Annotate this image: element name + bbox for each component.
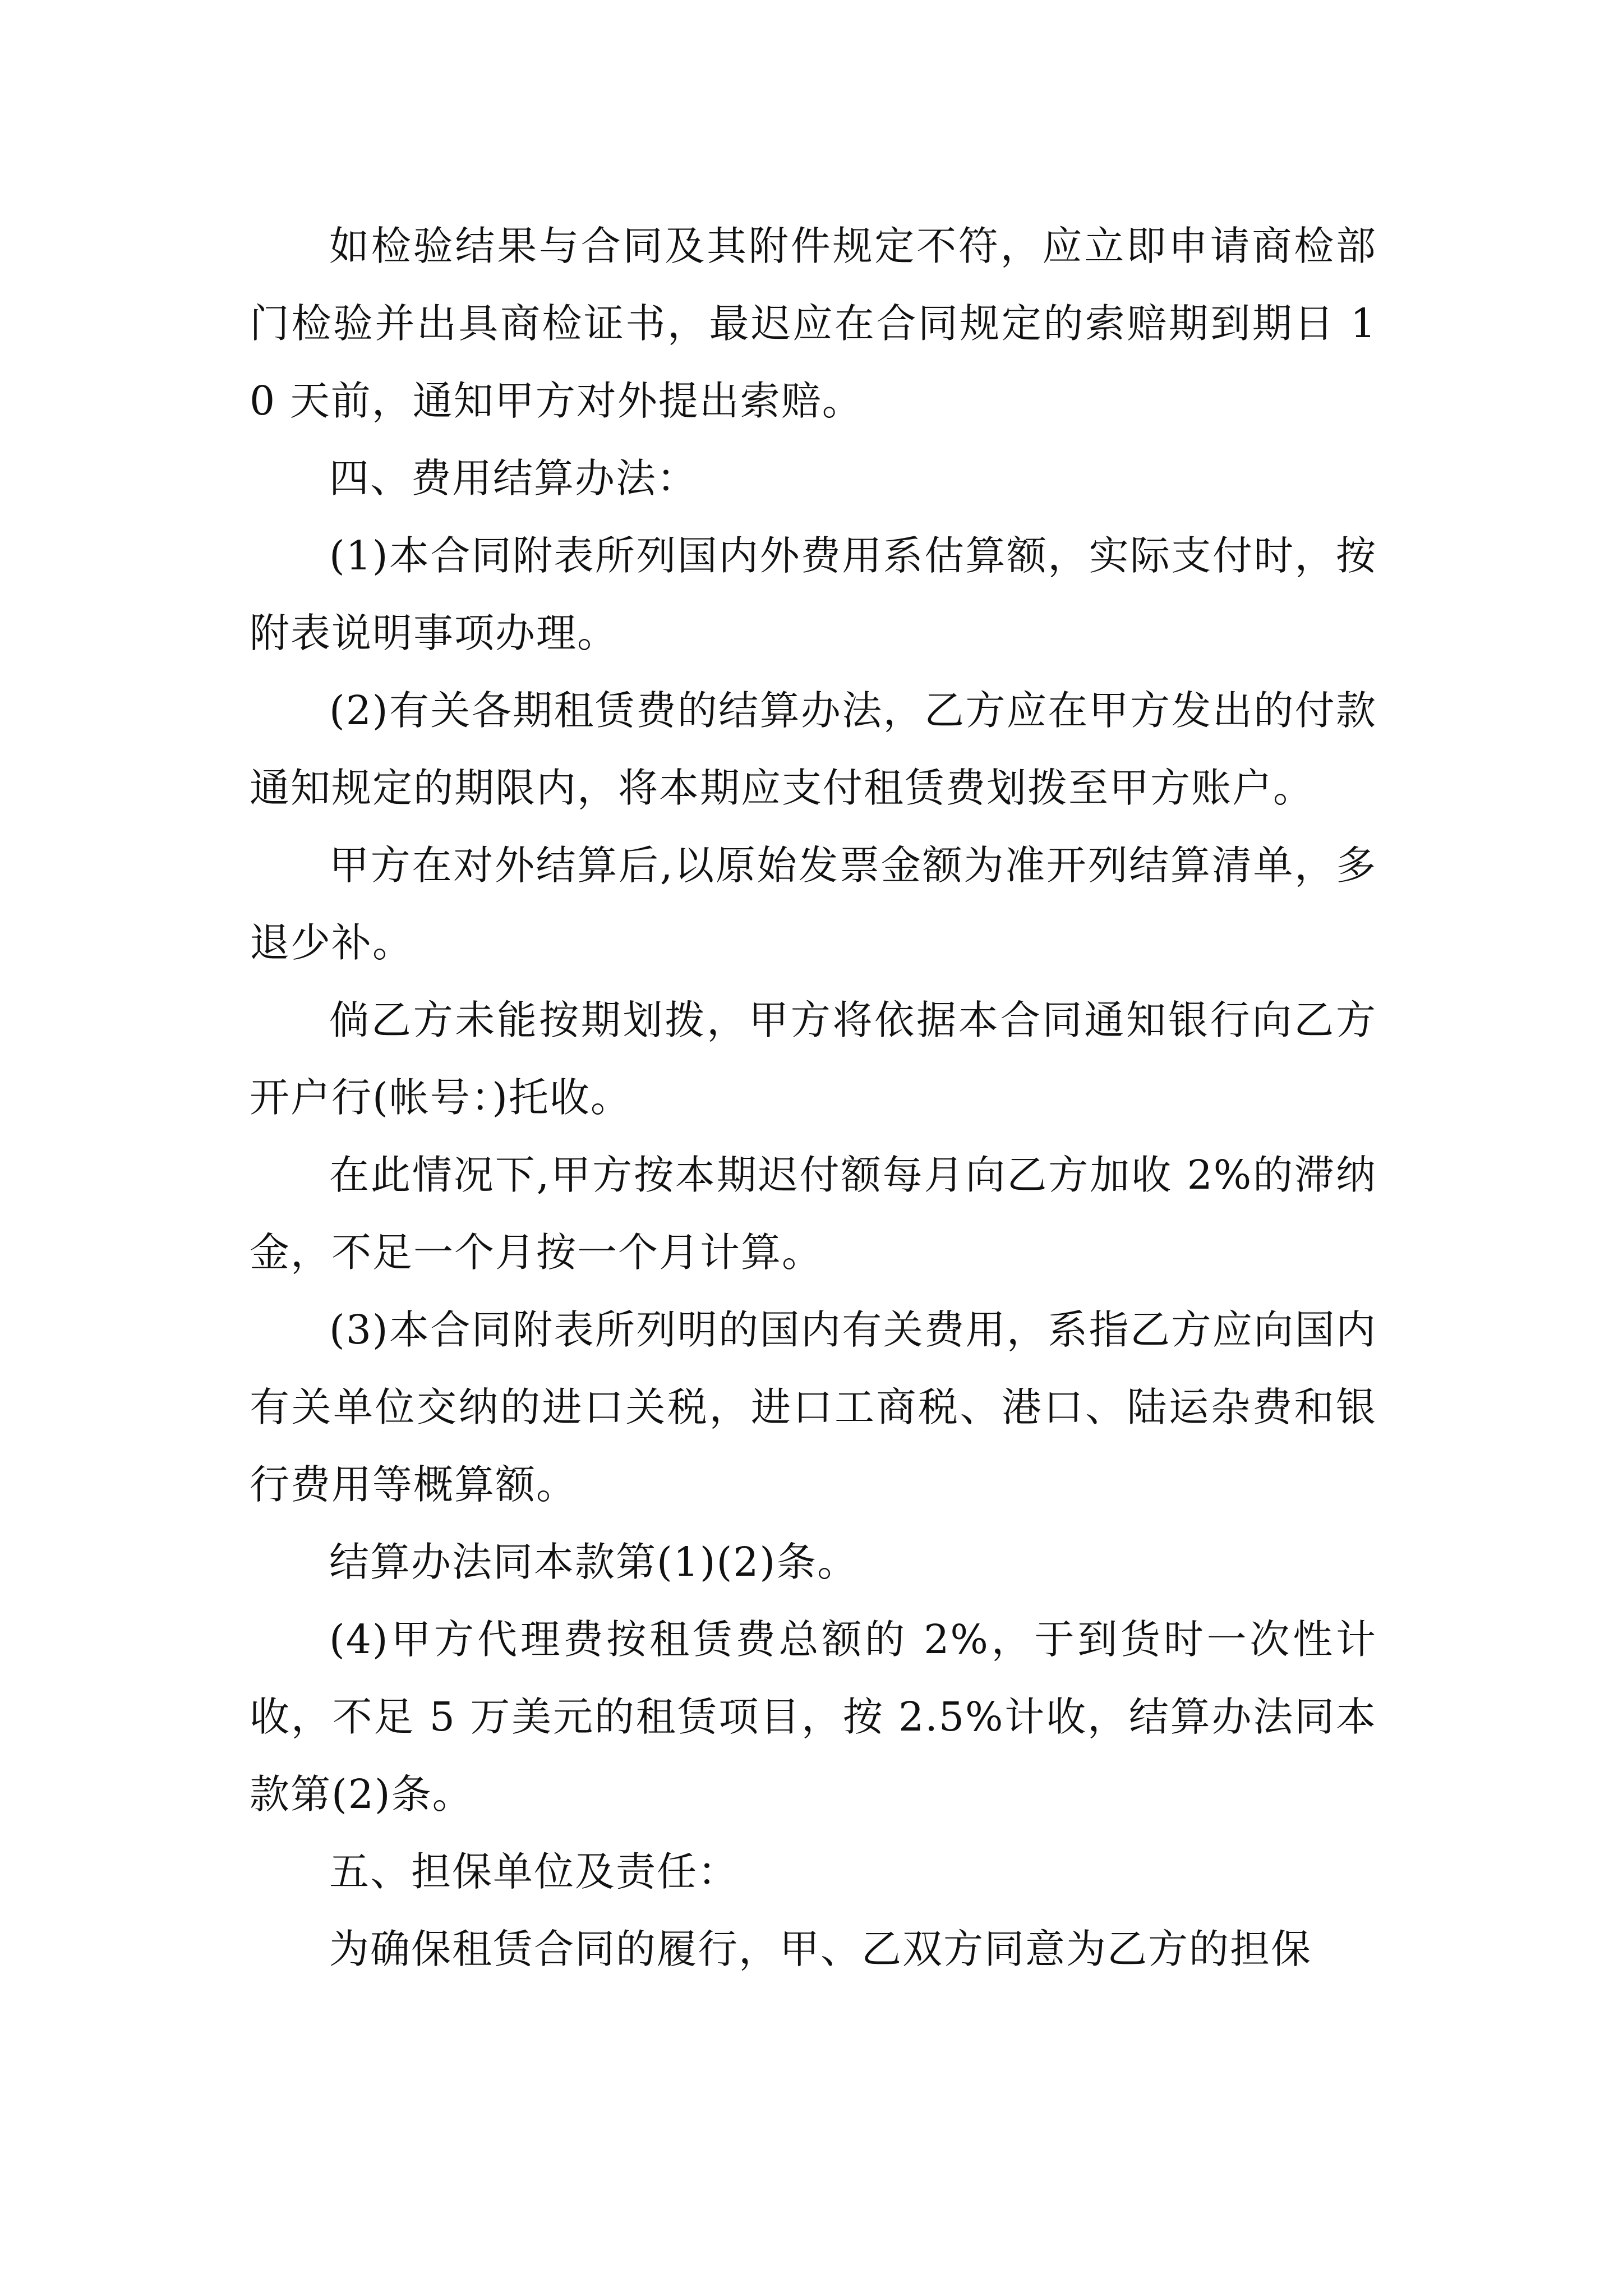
- heading-fee-settlement: 四、费用结算办法：: [329, 455, 698, 501]
- paragraph-settlement-method: 结算办法同本款第(1)(2)条。: [329, 1539, 859, 1585]
- paragraph-clause-3: (3)本合同附表所列明的国内有关费用，系指乙方应向国内有关单位交纳的进口关税，进口工商税、港口、陆运杂费和银行费用等概算额。: [250, 1306, 1377, 1508]
- paragraph-clause-4: (4)甲方代理费按租赁费总额的 2%，于到货时一次性计收，不足 5 万美元的租赁项目，按 2.5%计收，结算办法同本款第(2)条。: [250, 1616, 1377, 1818]
- document-body: [250, 208, 1377, 1988]
- paragraph-clause-2: (2)有关各期租赁费的结算办法，乙方应在甲方发出的付款通知规定的期限内，将本期应支付租赁费划拨至甲方账户。: [250, 687, 1377, 811]
- paragraph-inspection-claim: 如检验结果与合同及其附件规定不符，应立即申请商检部门检验并出具商检证书，最迟应在合同规定的索赔期到期日 10 天前，通知甲方对外提出索赔。: [250, 223, 1377, 424]
- paragraph-late-fee: 在此情况下,甲方按本期迟付额每月向乙方加收 2%的滞纳金，不足一个月按一个月计算。: [250, 1152, 1377, 1276]
- heading-guarantor: 五、担保单位及责任：: [329, 1848, 739, 1895]
- paragraph-guarantee: 为确保租赁合同的履行，甲、乙双方同意为乙方的担保: [329, 1926, 1312, 1972]
- paragraph-clause-1: (1)本合同附表所列国内外费用系估算额，实际支付时，按附表说明事项办理。: [250, 532, 1377, 656]
- paragraph-bank-collection: 倘乙方未能按期划拨，甲方将依据本合同通知银行向乙方开户行(帐号：)托收。: [250, 997, 1377, 1121]
- paragraph-settlement-list: 甲方在对外结算后,以原始发票金额为准开列结算清单，多退少补。: [250, 842, 1377, 966]
